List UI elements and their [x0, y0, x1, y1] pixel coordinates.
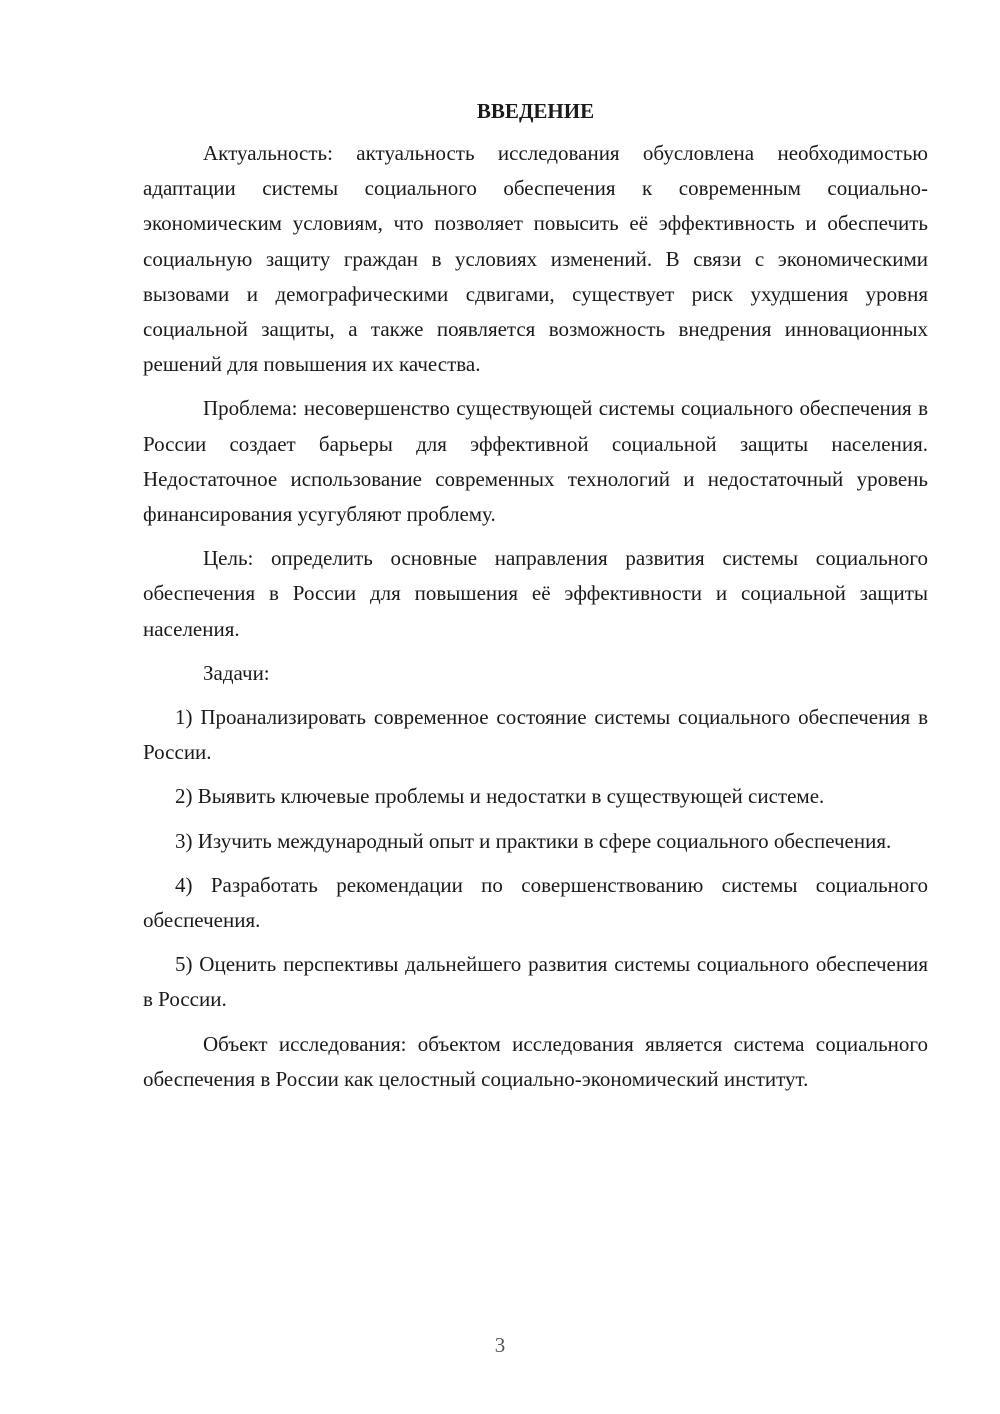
document-page	[143, 96, 928, 1106]
paragraph-relevance: Актуальность: актуальность исследования обусловлена необходимостью адаптации системы социального обеспечения к современным социально-экономическим условиям, что позволяет повысить её эффективность и обеспечить социальную защиту граждан в условиях изменений. В связи с экономическими вызовами и демографическими сдвигами, существует риск ухудшения уровня социальной защиты, а также появляется возможность внедрения инновационных решений для повышения их качества.	[143, 141, 928, 377]
paragraph-problem: Проблема: несовершенство существующей системы социального обеспечения в России создает барьеры для эффективной социальной защиты населения. Недостаточное использование современных технологий и недостаточный уровень финансирования усугубляют проблему.	[143, 396, 928, 527]
section-title: ВВЕДЕНИЕ	[476, 99, 595, 123]
task-item-5: 5) Оценить перспективы дальнейшего развития системы социального обеспечения в России.	[143, 952, 928, 1012]
task-item-2: 2) Выявить ключевые проблемы и недостатки в существующей системе.	[175, 784, 825, 809]
task-item-3: 3) Изучить международный опыт и практики в сфере социального обеспечения.	[175, 828, 892, 853]
page-number: 3	[494, 1333, 506, 1357]
paragraph-object: Объект исследования: объектом исследования является система социального обеспечения в России как целостный социально-экономический институт.	[143, 1031, 928, 1091]
task-item-4: 4) Разработать рекомендации по совершенствованию системы социального обеспечения.	[143, 872, 928, 933]
task-item-1: 1) Проанализировать современное состояние системы социального обеспечения в России.	[143, 705, 928, 765]
paragraph-tasks-heading: Задачи:	[203, 660, 270, 685]
paragraph-goal: Цель: определить основные направления развития системы социального обеспечения в России для повышения её эффективности и социальной защиты населения.	[143, 546, 928, 641]
